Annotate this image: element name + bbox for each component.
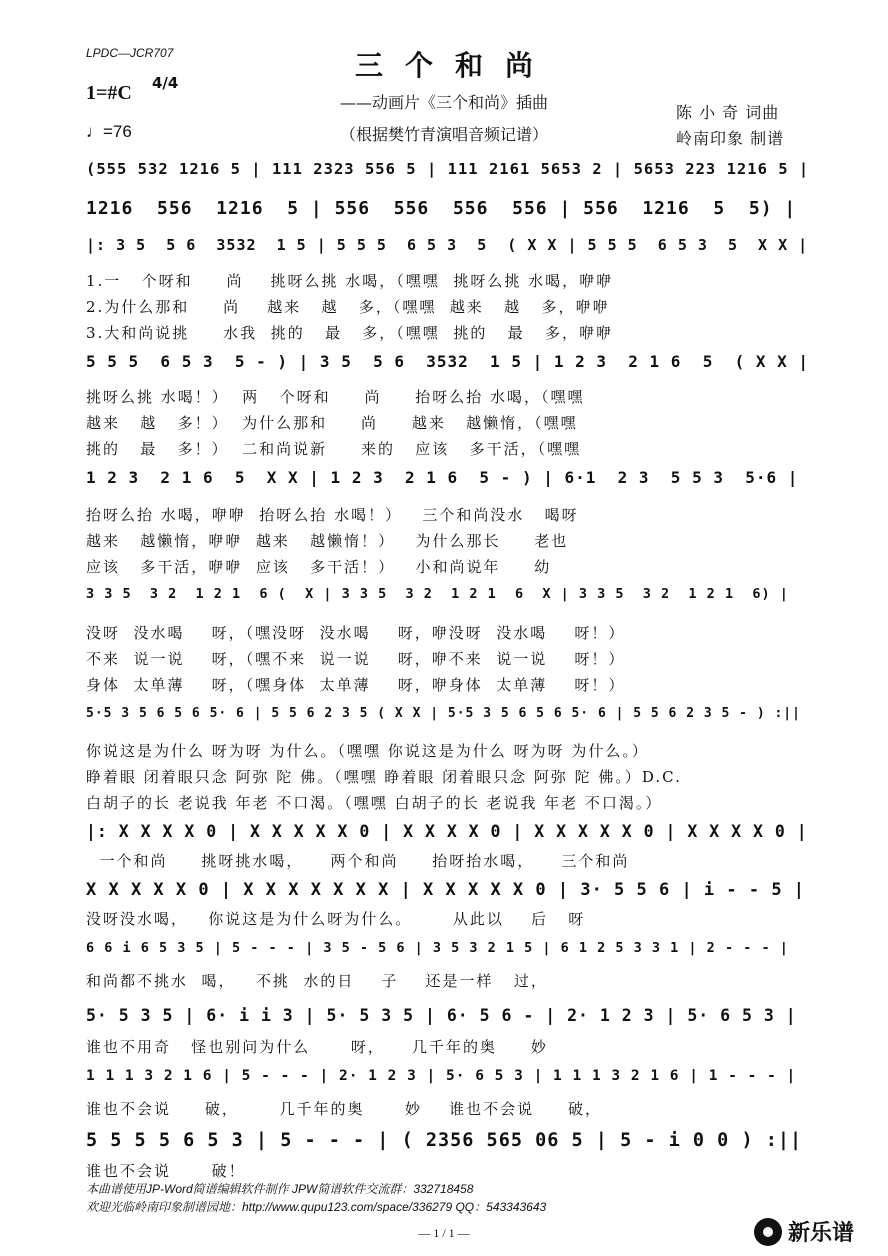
lyric-line: 谁也不用奇 怪也别问为什么 呀， 几千年的奥 妙 <box>86 1038 548 1056</box>
footer-software-credit: 本曲谱使用JP-Word简谱编辑软件制作 JPW简谱软件交流群：332718458 <box>86 1182 474 1196</box>
notation-line: 1 2 3 2 1 6 5 X X | 1 2 3 2 1 6 5 - ) | 6·1 2 3 5 5 3 5·6 | <box>86 468 799 487</box>
lyric-line: 谁也不会说 破， 几千年的奥 妙 谁也不会说 破， <box>86 1100 602 1118</box>
record-icon <box>754 1218 782 1246</box>
notation-line: 5·5 3 5 6 5 6 5· 6 | 5 5 6 2 3 5 ( X X | 5·5 3 5 6 5 6 5· 6 | 5 5 6 2 3 5 - ) :|| <box>86 706 801 721</box>
lyric-line: 2.为什么那和 尚 越来 越 多，（嘿嘿 越来 越 多，咿咿 <box>86 298 610 316</box>
lyric-line: 睁着眼 闭着眼只念 阿弥 陀 佛。（嘿嘿 睁着眼 闭着眼只念 阿弥 陀 佛。）D.C. <box>86 768 682 786</box>
notation-line: |: 3 5 5 6 3532 1 5 | 5 5 5 6 5 3 5 ( X X | 5 5 5 6 5 3 5 X X | <box>86 236 809 254</box>
notation-line: 6 6 i 6 5 3 5 | 5 - - - | 3 5 - 5 6 | 3 5 3 2 1 5 | 6 1 2 5 3 3 1 | 2 - - - | <box>86 940 789 956</box>
notation-line: 1216 556 1216 5 | 556 556 556 556 | 556 1216 5 5) | <box>86 198 797 219</box>
lyric-line: 应该 多干活，咿咿 应该 多干活！） 小和尚说年 幼 <box>86 558 552 576</box>
song-subtitle: ——动画片《三个和尚》插曲 <box>339 93 548 112</box>
notation-line: |: X X X X 0 | X X X X X 0 | X X X X 0 | X X X X X 0 | X X X X 0 | <box>86 822 808 841</box>
brand-name: 新乐谱 <box>787 1221 854 1246</box>
page-number: — 1 / 1 — <box>418 1226 470 1240</box>
lyric-line: 挑呀么挑 水喝！） 两 个呀和 尚 抬呀么抬 水喝，（嘿嘿 <box>86 388 585 406</box>
lyric-line: 抬呀么抬 水喝，咿咿 抬呀么抬 水喝！） 三个和尚没水 喝呀 <box>86 506 579 524</box>
brand-logo <box>754 1216 854 1247</box>
notation-line: 5· 5 3 5 | 6· i i 3 | 5· 5 3 5 | 6· 5 6 - | 2· 1 2 3 | 5· 6 5 3 | <box>86 1006 797 1025</box>
lyric-line: 3.大和尚说挑 水我 挑的 最 多，（嘿嘿 挑的 最 多，咿咿 <box>86 324 613 342</box>
notation-line: 5 5 5 5 6 5 3 | 5 - - - | ( 2356 565 06 5 | 5 - i 0 0 ) :|| <box>86 1130 803 1151</box>
lyric-line: 越来 越懒惰，咿咿 越来 越懒惰！） 为什么那长 老也 <box>86 532 569 550</box>
lyric-line: 不来 说一说 呀，（嘿不来 说一说 呀，咿不来 说一说 呀！） <box>86 650 626 668</box>
notation-line: X X X X X 0 | X X X X X X X | X X X X X 0 | 3· 5 5 6 | i - - 5 | <box>86 880 806 900</box>
key-signature: 1=#C <box>86 82 132 104</box>
lyric-line: 身体 太单薄 呀，（嘿身体 太单薄 呀，咿身体 太单薄 呀！） <box>86 676 626 694</box>
lyric-line: 1.一 个呀和 尚 挑呀么挑 水喝，（嘿嘿 挑呀么挑 水喝，咿咿 <box>86 272 614 290</box>
arranger-credit: 岭南印象 制谱 <box>676 129 785 148</box>
lyric-line: 没呀没水喝， 你说这是为什么呀为什么。 从此以 后 呀 <box>86 910 586 928</box>
score-code: LPDC—JCR707 <box>86 46 174 60</box>
lyric-line: 挑的 最 多！） 二和尚说新 来的 应该 多干活，（嘿嘿 <box>86 440 582 458</box>
lyric-line: 你说这是为什么 呀为呀 为什么。（嘿嘿 你说这是为什么 呀为呀 为什么。） <box>86 742 649 760</box>
footer-website: 欢迎光临岭南印象制谱园地：http://www.qupu123.com/space/336279 QQ：543343643 <box>86 1200 547 1214</box>
lyric-line: 白胡子的长 老说我 年老 不口渴。（嘿嘿 白胡子的长 老说我 年老 不口渴。） <box>86 794 663 812</box>
notation-line: 5 5 5 6 5 3 5 - ) | 3 5 5 6 3532 1 5 | 1 2 3 2 1 6 5 ( X X | <box>86 352 810 371</box>
lyric-line: 一个和尚 挑呀挑水喝， 两个和尚 抬呀抬水喝， 三个和尚 <box>86 852 630 870</box>
lyric-line: 和尚都不挑水 喝， 不挑 水的日 子 还是一样 过， <box>86 972 548 990</box>
lyric-line: 没呀 没水喝 呀，（嘿没呀 没水喝 呀，咿没呀 没水喝 呀！） <box>86 624 626 642</box>
lyric-line: 谁也不会说 破！ <box>86 1162 246 1180</box>
composer-credit: 陈 小 奇 词曲 <box>676 103 780 122</box>
time-signature: 4/4 <box>152 74 179 92</box>
song-title: 三个和尚 <box>354 49 555 82</box>
transcription-source: （根据樊竹青演唱音频记谱） <box>339 125 548 144</box>
lyric-line: 越来 越 多！） 为什么那和 尚 越来 越懒惰，（嘿嘿 <box>86 414 578 432</box>
notation-line: 1 1 1 3 2 1 6 | 5 - - - | 2· 1 2 3 | 5· 6 5 3 | 1 1 1 3 2 1 6 | 1 - - - | <box>86 1068 797 1084</box>
tempo-marking: ♩=76 <box>86 122 132 141</box>
notation-line: 3 3 5 3 2 1 2 1 6 ( X | 3 3 5 3 2 1 2 1 6 X | 3 3 5 3 2 1 2 1 6) | <box>86 586 789 602</box>
notation-line: (555 532 1216 5 | 111 2323 556 5 | 111 2161 5653 2 | 5653 223 1216 5 | <box>86 160 810 178</box>
